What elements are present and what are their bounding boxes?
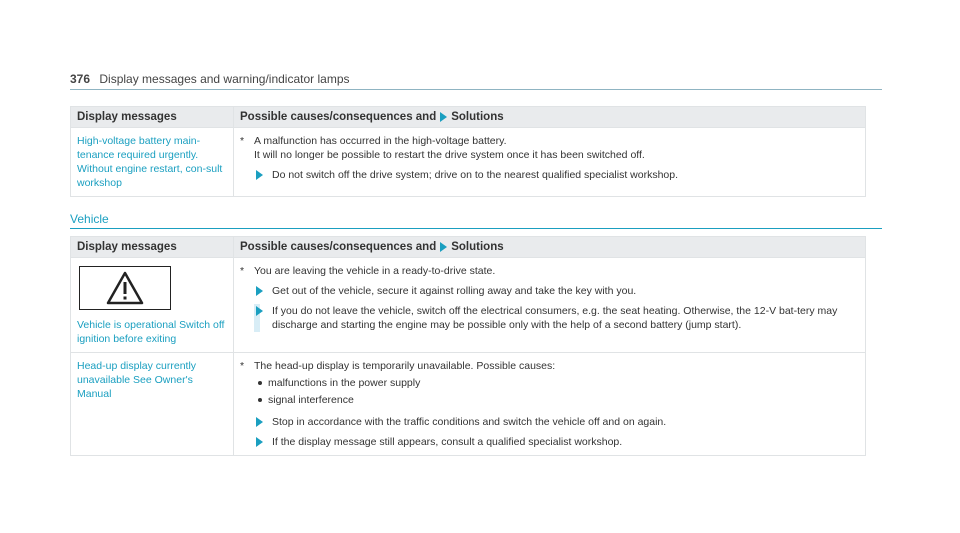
cause-cell xyxy=(234,258,866,353)
solution-step-text: If you do not leave the vehicle, switch off the electrical consumers, e.g. the seat heating. Otherwise, the 12-V bat-tery may discharge and starting the engine may be possible only with the help of a second battery (jump start). xyxy=(272,305,838,331)
arrow-right-icon xyxy=(256,417,263,427)
solution-step xyxy=(240,168,859,182)
cause-cell xyxy=(234,353,866,456)
header-divider xyxy=(70,89,882,90)
table-header-row xyxy=(71,237,866,258)
table-row xyxy=(71,353,866,456)
bullet-item: malfunctions in the power supply xyxy=(240,376,859,390)
cause-line: You are leaving the vehicle in a ready-to-drive state. xyxy=(254,265,496,277)
arrow-right-icon xyxy=(256,170,263,180)
solution-step-text: Do not switch off the drive system; drive on to the nearest qualified specialist workshop. xyxy=(272,169,679,181)
solution-step-text: If the display message still appears, consult a qualified specialist workshop. xyxy=(272,436,623,448)
display-messages-table-1 xyxy=(70,106,866,197)
bullet-item: signal interference xyxy=(240,393,859,407)
section-title: Vehicle xyxy=(70,212,109,226)
page-header-title: Display messages and warning/indicator lamps xyxy=(99,72,350,86)
display-message-text: Vehicle is operational Switch off ignition before exiting xyxy=(77,319,225,345)
arrow-right-icon xyxy=(256,306,263,316)
table-row xyxy=(71,258,866,353)
display-message-text: High-voltage battery main-tenance required urgently. Without engine restart, con-sult workshop xyxy=(71,128,234,197)
asterisk-icon: * xyxy=(240,265,245,277)
column-header-display-messages: Display messages xyxy=(71,107,234,128)
column-header-solutions-label: Solutions xyxy=(451,111,504,123)
cause-cell xyxy=(234,128,866,197)
cause-text xyxy=(240,264,859,278)
solution-step xyxy=(240,304,859,332)
cause-line: The head-up display is temporarily unavailable. Possible causes: xyxy=(254,360,556,372)
cause-text xyxy=(240,359,859,373)
warning-triangle-icon xyxy=(79,266,171,310)
table-header-row xyxy=(71,107,866,128)
column-header-causes-label: Possible causes/consequences and xyxy=(240,241,437,253)
column-header-causes xyxy=(234,107,866,128)
solution-step xyxy=(240,435,859,449)
column-header-solutions-label: Solutions xyxy=(451,241,504,253)
page-header xyxy=(70,72,350,86)
arrow-right-icon xyxy=(256,286,263,296)
arrow-right-icon xyxy=(256,437,263,447)
asterisk-icon: * xyxy=(240,135,245,147)
display-message-text: Head-up display currently unavailable See Owner's Manual xyxy=(71,353,234,456)
column-header-causes xyxy=(234,237,866,258)
arrow-right-icon xyxy=(440,112,447,122)
column-header-display-messages: Display messages xyxy=(71,237,234,258)
solution-step-text: Get out of the vehicle, secure it against rolling away and take the key with you. xyxy=(272,285,637,297)
solution-step-text: Stop in accordance with the traffic conditions and switch the vehicle off and on again. xyxy=(272,416,667,428)
solution-step xyxy=(240,415,859,429)
solution-step xyxy=(240,284,859,298)
page-number: 376 xyxy=(70,72,91,86)
table-row xyxy=(71,128,866,197)
column-header-causes-label: Possible causes/consequences and xyxy=(240,111,437,123)
cause-text xyxy=(240,134,859,148)
display-messages-table-2 xyxy=(70,236,866,456)
display-message-cell xyxy=(71,258,234,353)
arrow-right-icon xyxy=(440,242,447,252)
cause-text-continued: It will no longer be possible to restart the drive system once it has been switched off. xyxy=(254,149,645,161)
asterisk-icon: * xyxy=(240,360,245,372)
cause-line: A malfunction has occurred in the high-voltage battery. xyxy=(254,135,507,147)
section-divider xyxy=(70,228,882,229)
